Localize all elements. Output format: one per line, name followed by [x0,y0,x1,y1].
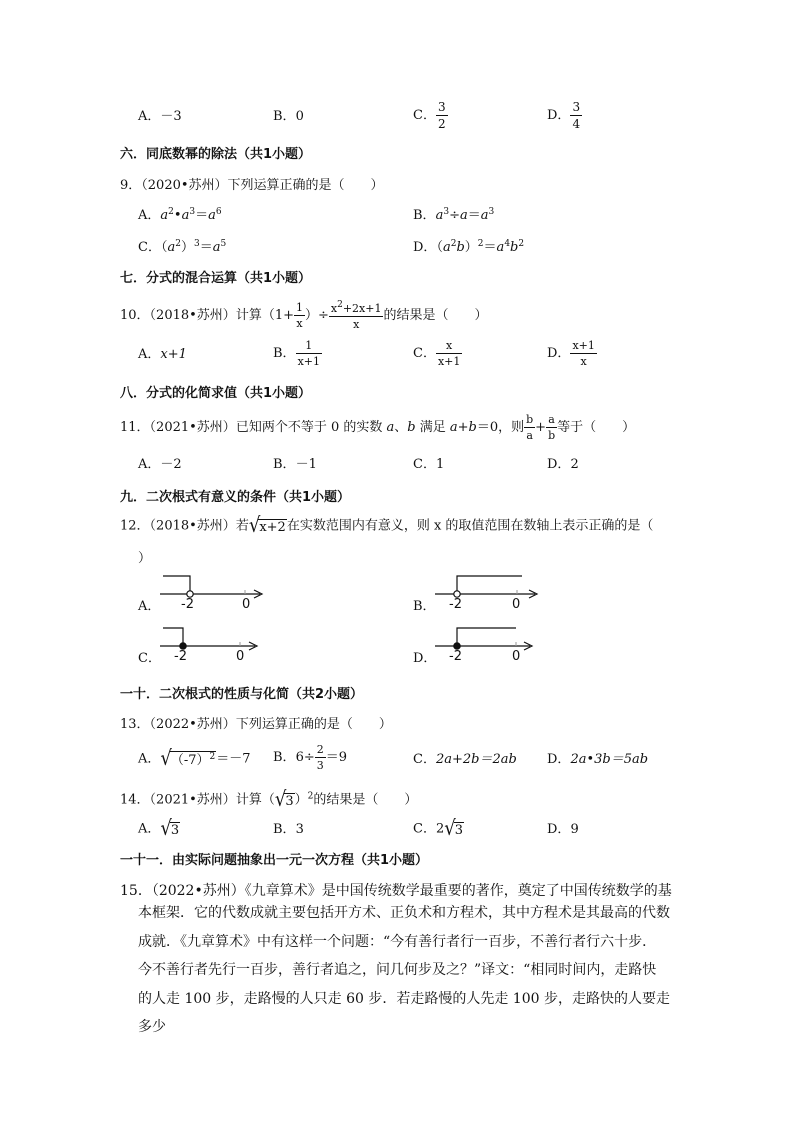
range-bracket [457,576,522,594]
question-12-wrap: ） [138,551,152,566]
fraction: $\frac{2}{3}$ [316,743,324,772]
fraction: $\frac{x^2+2x+1}{x}$ [330,300,382,331]
fraction: $\frac{a}{b}$ [548,413,556,442]
q14-option-c[interactable]: C．2√3 [413,816,463,841]
q11-option-c[interactable]: C．1 [413,457,445,472]
question-11: 11．（2021•苏州）已知两个不等于 0 的实数 a、b 满足 a+b＝0，则 $\frac{b}{a}$ + $\frac{a}{b}$ 等于（ ） [120,413,636,442]
tick-label: -2 [181,597,194,612]
q10-option-b[interactable]: B． $\frac{1}{x+1}$ [273,339,320,368]
range-bracket [163,628,183,646]
square-root: √3 [160,816,180,841]
fraction: $\frac{x+1}{x}$ [572,339,595,368]
q14-option-b[interactable]: B．3 [273,822,304,837]
q12-option-c-label[interactable]: C． [138,651,161,666]
section-heading-10: 一十．二次根式的性质与化简（共2小题） [120,687,364,702]
question-14: 14．（2021•苏州）计算$(√3)^2$的结果是（ ） [120,787,418,812]
q12-option-d-numberline[interactable] [430,622,545,667]
q12-option-b-label[interactable]: B． [413,599,436,614]
fraction: $\frac{3}{4}$ [572,100,581,131]
q10-option-a[interactable]: A．x+1 [138,347,187,362]
fraction: $\frac{1}{x+1}$ [297,339,320,368]
question-9: 9．（2020•苏州）下列运算正确的是（ ） [120,178,384,193]
option-label: B． [273,109,296,124]
paragraph-line: 成就．《九章算术》中有这样一个问题：“今有善行者行一百步，不善行者行六十步． [138,933,657,950]
q9-option-b[interactable]: B．$a^3\div a=a^3$ [413,207,495,223]
fraction: $\frac{x}{x+1}$ [437,339,461,368]
q12-option-c-numberline[interactable] [155,622,270,667]
q12-option-b-numberline[interactable] [430,570,545,615]
option-label: D． [547,108,571,123]
q11-option-b[interactable]: B．－1 [273,457,317,472]
range-bracket [163,576,190,594]
q13-option-d[interactable]: D．2a•3b＝5ab [547,752,649,767]
q9-option-c[interactable]: C．$(a^2)^3=a^5$ [138,239,227,255]
square-root: √3 [274,787,294,812]
option-value: －3 [160,109,182,124]
q9-option-d[interactable]: D．$(a^2b)^2=a^4b^2$ [413,239,525,255]
q9-option-a[interactable]: A．$a^2•a^3=a^6$ [138,207,222,223]
question-13: 13．（2022•苏州）下列运算正确的是（ ） [120,717,392,732]
tick-label: 0 [512,649,521,664]
q13-option-b[interactable]: B．6÷ $\frac{2}{3}$ ＝9 [273,743,348,772]
q14-option-d[interactable]: D．9 [547,822,579,837]
question-15-line-1: 15．（2022•苏州）《九章算术》是中国传统数学最重要的著作，奠定了中国传统数学的基 [120,883,672,899]
square-root: $√(-7)^2$ [160,746,216,771]
paragraph-line: 今不善行者先行一百步，善行者追之，问几何步及之？”译文：“相同时间内，走路快 [138,962,657,978]
tick-label: -2 [449,649,462,664]
question-10: 10．（2018•苏州）计算（1+ $\frac{1}{x}$ ）÷ $\frac{x^2+2x+1}{x}$ 的结果是（ ） [120,300,488,331]
q12-option-d-label[interactable]: D． [413,651,437,666]
fraction: $\frac{1}{x}$ [295,301,303,330]
q8-option-a[interactable] [138,110,182,123]
section-heading-11: 一十一．由实际问题抽象出一元一次方程（共1小题） [120,853,429,868]
question-15-body [138,899,678,1042]
option-label: C． [413,108,436,123]
option-value: 0 [295,109,304,124]
section-heading-7: 七．分式的混合运算（共1小题） [120,271,312,286]
q10-option-d[interactable]: D． $\frac{x+1}{x}$ [547,339,595,368]
section-heading-9: 九．二次根式有意义的条件（共1小题） [120,490,351,505]
q8-option-b[interactable] [273,110,304,123]
q10-option-c[interactable]: C． $\frac{x}{x+1}$ [413,339,461,368]
q13-option-a[interactable]: A．$√(-7)^2=-7$ [138,746,251,771]
q11-option-a[interactable]: A．－2 [138,457,182,472]
fraction: $\frac{3}{2}$ [437,100,446,131]
square-root: √x+2 [248,513,286,538]
tick-label: -2 [174,649,187,664]
tick-label: -2 [449,597,462,612]
section-heading-6: 六．同底数幂的除法（共1小题） [120,147,312,162]
q8-option-d[interactable] [547,101,582,130]
q11-option-d[interactable]: D．2 [547,457,579,472]
question-12: 12．（2018•苏州）若√x+2在实数范围内有意义，则 x 的取值范围在数轴上表示正确的是（ [120,513,654,538]
q12-option-a-label[interactable]: A． [138,599,161,614]
section-heading-8: 八．分式的化简求值（共1小题） [120,386,312,401]
option-label: A． [138,109,161,124]
paragraph-line: 的人走 100 步，走路慢的人只走 60 步．若走路慢的人先走 100 步，走路快的人要走多少 [138,990,670,1035]
paragraph-line: 本框架．它的代数成就主要包括开方术、正负术和方程术，其中方程术是其最高的代数 [138,905,670,921]
square-root: √3 [444,816,463,841]
tick-label: 0 [242,597,251,612]
q14-option-a[interactable]: A．√3 [138,816,180,841]
q12-option-a-numberline[interactable] [155,570,270,615]
q8-option-c[interactable] [413,101,448,130]
range-bracket [457,628,516,646]
tick-label: 0 [236,649,245,664]
q13-option-c[interactable]: C．2a+2b＝2ab [413,752,517,767]
fraction: $\frac{b}{a}$ [526,413,534,442]
tick-label: 0 [512,597,521,612]
